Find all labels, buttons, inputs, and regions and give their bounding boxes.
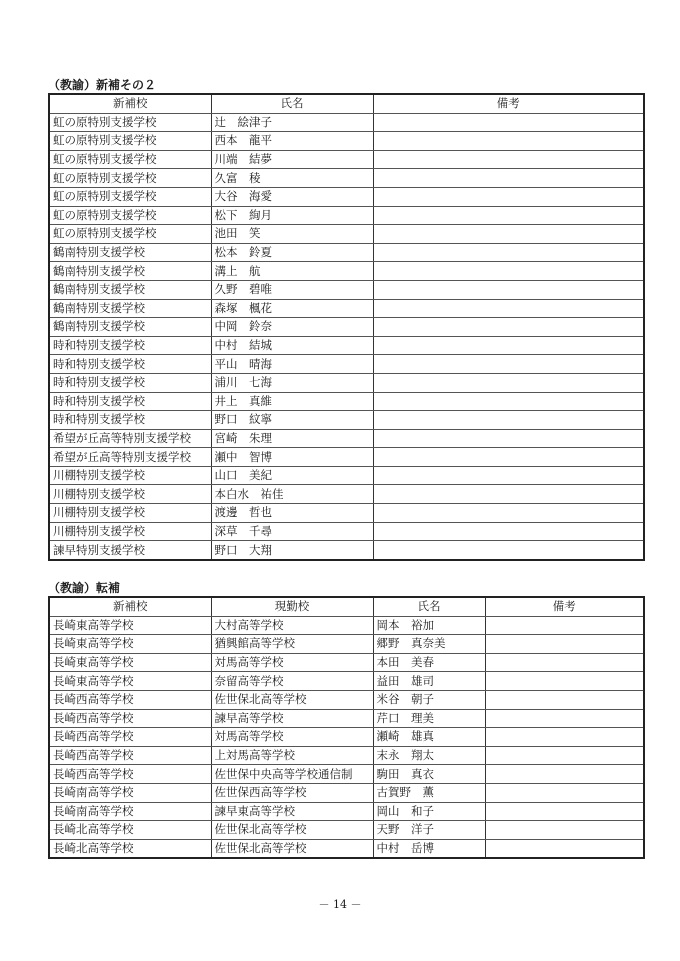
- cell-name: 久野 碧唯: [211, 280, 373, 299]
- cell-name: 大谷 海愛: [211, 187, 373, 206]
- table-row: [49, 709, 644, 728]
- cell-remarks: [373, 336, 644, 355]
- cell-remarks: [485, 746, 644, 765]
- cell-name: 本田 美春: [373, 653, 485, 672]
- cell-current-school: 諫早高等学校: [211, 709, 373, 728]
- cell-remarks: [373, 504, 644, 523]
- cell-name: 米谷 朝子: [373, 690, 485, 709]
- cell-name: 益田 雄司: [373, 672, 485, 691]
- cell-remarks: [373, 318, 644, 337]
- cell-name: 浦川 七海: [211, 373, 373, 392]
- cell-name: 岡山 和子: [373, 802, 485, 821]
- cell-remarks: [485, 802, 644, 821]
- cell-name: 溝上 航: [211, 262, 373, 281]
- cell-current-school: 大村高等学校: [211, 616, 373, 635]
- cell-remarks: [373, 466, 644, 485]
- table-row: [49, 225, 644, 244]
- cell-remarks: [373, 150, 644, 169]
- cell-name: 西本 龍平: [211, 132, 373, 151]
- cell-name: 渡邊 哲也: [211, 504, 373, 523]
- section-title-transfer: （教諭）転補: [48, 581, 121, 595]
- cell-remarks: [373, 280, 644, 299]
- section-title-new-appointment-2: （教諭）新補その２: [48, 78, 157, 92]
- cell-name: 郷野 真奈美: [373, 635, 485, 654]
- cell-new-school: 希望が丘高等特別支援学校: [49, 448, 211, 467]
- cell-name: 森塚 楓花: [211, 299, 373, 318]
- table-row: [49, 411, 644, 430]
- cell-name: 平山 晴海: [211, 355, 373, 374]
- table-row: [49, 169, 644, 188]
- cell-current-school: 諫早東高等学校: [211, 802, 373, 821]
- cell-new-school: 長崎北高等学校: [49, 839, 211, 858]
- table-row: [49, 653, 644, 672]
- cell-current-school: 佐世保西高等学校: [211, 783, 373, 802]
- cell-new-school: 虹の原特別支援学校: [49, 132, 211, 151]
- cell-remarks: [373, 411, 644, 430]
- cell-new-school: 時和特別支援学校: [49, 411, 211, 430]
- cell-new-school: 時和特別支援学校: [49, 336, 211, 355]
- table-row: [49, 635, 644, 654]
- cell-current-school: 佐世保中央高等学校通信制: [211, 765, 373, 784]
- cell-new-school: 鶴南特別支援学校: [49, 280, 211, 299]
- cell-new-school: 時和特別支援学校: [49, 392, 211, 411]
- cell-name: 中村 結城: [211, 336, 373, 355]
- table-row: [49, 299, 644, 318]
- cell-name: 宮崎 朱理: [211, 429, 373, 448]
- cell-name: 松下 絢月: [211, 206, 373, 225]
- cell-remarks: [373, 485, 644, 504]
- cell-current-school: 佐世保北高等学校: [211, 821, 373, 840]
- table-row: [49, 280, 644, 299]
- table-header-row: [49, 94, 644, 113]
- cell-name: 瀬崎 雄真: [373, 728, 485, 747]
- cell-new-school: 長崎東高等学校: [49, 653, 211, 672]
- cell-remarks: [373, 448, 644, 467]
- cell-name: 池田 笑: [211, 225, 373, 244]
- cell-name: 松本 鈴夏: [211, 243, 373, 262]
- cell-new-school: 虹の原特別支援学校: [49, 150, 211, 169]
- transfer-table: [48, 596, 645, 859]
- table-row: [49, 728, 644, 747]
- cell-new-school: 鶴南特別支援学校: [49, 243, 211, 262]
- cell-new-school: 川棚特別支援学校: [49, 522, 211, 541]
- table-row: [49, 318, 644, 337]
- cell-remarks: [373, 392, 644, 411]
- header-remarks: 備考: [373, 94, 644, 113]
- cell-remarks: [373, 522, 644, 541]
- cell-new-school: 鶴南特別支援学校: [49, 299, 211, 318]
- header-name: 氏名: [211, 94, 373, 113]
- cell-new-school: 長崎東高等学校: [49, 672, 211, 691]
- cell-remarks: [485, 616, 644, 635]
- cell-current-school: 対馬高等学校: [211, 653, 373, 672]
- cell-new-school: 虹の原特別支援学校: [49, 169, 211, 188]
- table-row: [49, 839, 644, 858]
- cell-name: 駒田 真衣: [373, 765, 485, 784]
- cell-remarks: [485, 653, 644, 672]
- cell-remarks: [485, 783, 644, 802]
- cell-remarks: [373, 113, 644, 132]
- table-row: [49, 336, 644, 355]
- cell-new-school: 川棚特別支援学校: [49, 466, 211, 485]
- cell-new-school: 長崎西高等学校: [49, 709, 211, 728]
- cell-new-school: 虹の原特別支援学校: [49, 187, 211, 206]
- cell-name: 川端 結夢: [211, 150, 373, 169]
- cell-new-school: 川棚特別支援学校: [49, 485, 211, 504]
- cell-new-school: 長崎西高等学校: [49, 765, 211, 784]
- cell-new-school: 長崎東高等学校: [49, 616, 211, 635]
- table-row: [49, 150, 644, 169]
- cell-remarks: [485, 635, 644, 654]
- table-row: [49, 429, 644, 448]
- cell-new-school: 虹の原特別支援学校: [49, 225, 211, 244]
- cell-remarks: [373, 541, 644, 560]
- cell-new-school: 長崎南高等学校: [49, 802, 211, 821]
- cell-remarks: [373, 169, 644, 188]
- cell-remarks: [373, 206, 644, 225]
- cell-name: 野口 大翔: [211, 541, 373, 560]
- table-row: [49, 355, 644, 374]
- table-row: [49, 262, 644, 281]
- table-row: [49, 672, 644, 691]
- header-new-school: 新補校: [49, 94, 211, 113]
- cell-remarks: [373, 299, 644, 318]
- table-row: [49, 802, 644, 821]
- cell-name: 岡本 裕加: [373, 616, 485, 635]
- table-row: [49, 616, 644, 635]
- cell-new-school: 長崎西高等学校: [49, 728, 211, 747]
- cell-name: 山口 美紀: [211, 466, 373, 485]
- cell-new-school: 虹の原特別支援学校: [49, 113, 211, 132]
- cell-name: 瀬中 智博: [211, 448, 373, 467]
- cell-remarks: [485, 709, 644, 728]
- cell-remarks: [485, 728, 644, 747]
- cell-remarks: [485, 672, 644, 691]
- cell-new-school: 時和特別支援学校: [49, 355, 211, 374]
- cell-new-school: 希望が丘高等特別支援学校: [49, 429, 211, 448]
- header-current-school: 現勤校: [211, 597, 373, 616]
- cell-remarks: [485, 821, 644, 840]
- cell-remarks: [373, 132, 644, 151]
- table-header-row: [49, 597, 644, 616]
- cell-new-school: 長崎東高等学校: [49, 635, 211, 654]
- cell-name: 末永 翔太: [373, 746, 485, 765]
- table-row: [49, 541, 644, 560]
- table-row: [49, 783, 644, 802]
- cell-name: 中村 岳博: [373, 839, 485, 858]
- cell-current-school: 猶興館高等学校: [211, 635, 373, 654]
- cell-current-school: 佐世保北高等学校: [211, 839, 373, 858]
- cell-name: 芹口 理美: [373, 709, 485, 728]
- cell-name: 深草 千尋: [211, 522, 373, 541]
- cell-name: 天野 洋子: [373, 821, 485, 840]
- cell-name: 古賀野 薫: [373, 783, 485, 802]
- table-row: [49, 746, 644, 765]
- table-row: [49, 113, 644, 132]
- table-row: [49, 187, 644, 206]
- cell-remarks: [485, 765, 644, 784]
- table-row: [49, 765, 644, 784]
- header-remarks: 備考: [485, 597, 644, 616]
- cell-new-school: 長崎西高等学校: [49, 746, 211, 765]
- table-row: [49, 206, 644, 225]
- cell-current-school: 奈留高等学校: [211, 672, 373, 691]
- cell-current-school: 佐世保北高等学校: [211, 690, 373, 709]
- cell-new-school: 時和特別支援学校: [49, 373, 211, 392]
- cell-new-school: 諫早特別支援学校: [49, 541, 211, 560]
- cell-name: 中岡 鈴奈: [211, 318, 373, 337]
- cell-remarks: [373, 355, 644, 374]
- table-row: [49, 448, 644, 467]
- new-appointment-table: [48, 93, 645, 561]
- cell-new-school: 川棚特別支援学校: [49, 504, 211, 523]
- table-row: [49, 243, 644, 262]
- table-row: [49, 373, 644, 392]
- header-new-school: 新補校: [49, 597, 211, 616]
- table-row: [49, 392, 644, 411]
- page-number: － 14 －: [318, 898, 362, 911]
- cell-new-school: 長崎北高等学校: [49, 821, 211, 840]
- table-row: [49, 485, 644, 504]
- cell-remarks: [373, 225, 644, 244]
- cell-remarks: [373, 373, 644, 392]
- table-row: [49, 821, 644, 840]
- cell-remarks: [485, 690, 644, 709]
- cell-new-school: 虹の原特別支援学校: [49, 206, 211, 225]
- cell-remarks: [373, 243, 644, 262]
- table-row: [49, 466, 644, 485]
- table-row: [49, 522, 644, 541]
- cell-remarks: [373, 262, 644, 281]
- cell-new-school: 鶴南特別支援学校: [49, 318, 211, 337]
- cell-remarks: [373, 187, 644, 206]
- cell-current-school: 上対馬高等学校: [211, 746, 373, 765]
- table-row: [49, 132, 644, 151]
- cell-name: 久富 稜: [211, 169, 373, 188]
- cell-current-school: 対馬高等学校: [211, 728, 373, 747]
- cell-name: 本白水 祐佳: [211, 485, 373, 504]
- cell-name: 野口 紋寧: [211, 411, 373, 430]
- cell-new-school: 長崎南高等学校: [49, 783, 211, 802]
- table-row: [49, 504, 644, 523]
- cell-remarks: [373, 429, 644, 448]
- header-name: 氏名: [373, 597, 485, 616]
- table-row: [49, 690, 644, 709]
- cell-new-school: 長崎西高等学校: [49, 690, 211, 709]
- cell-new-school: 鶴南特別支援学校: [49, 262, 211, 281]
- cell-name: 辻 絵津子: [211, 113, 373, 132]
- cell-remarks: [485, 839, 644, 858]
- cell-name: 井上 真維: [211, 392, 373, 411]
